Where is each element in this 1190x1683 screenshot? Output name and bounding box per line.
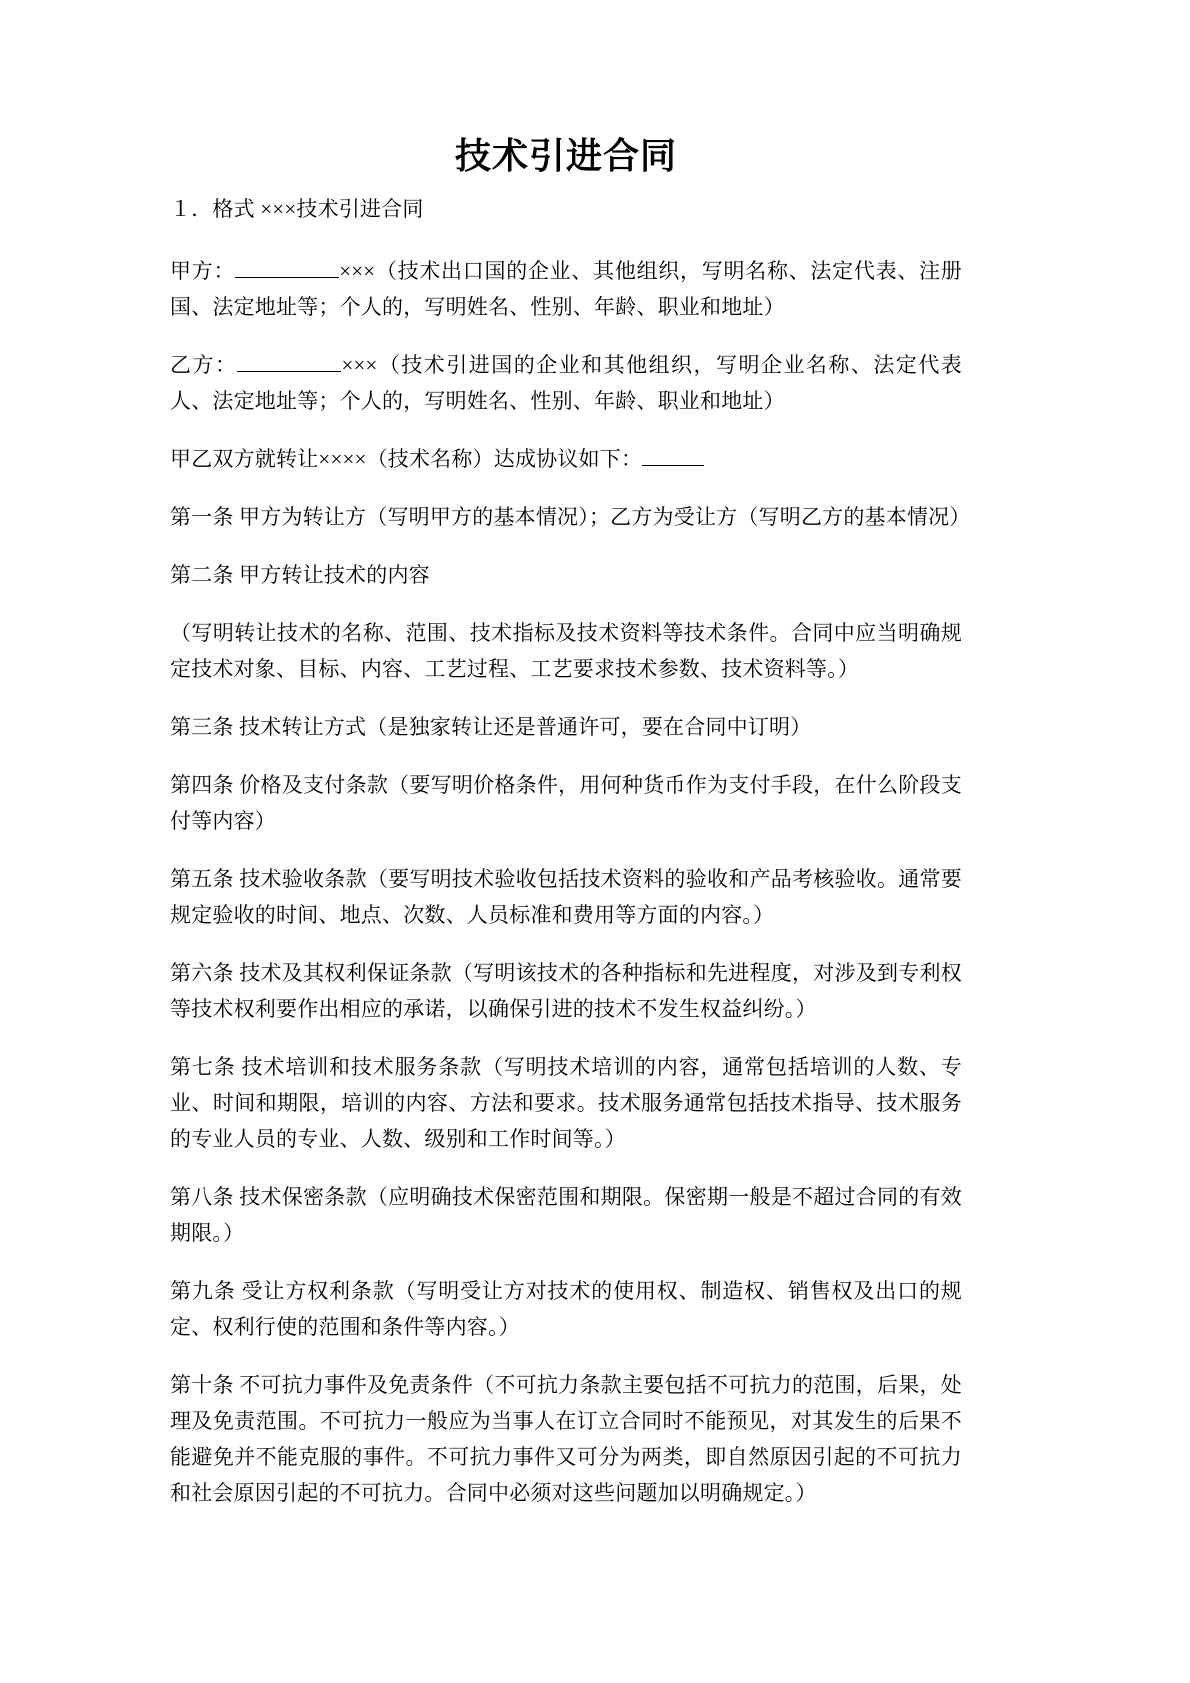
article-item: 第五条 技术验收条款（要写明技术验收包括技术资料的验收和产品考核验收。通常要规定验收的时间、地点、次数、人员标准和费用等方面的内容。）: [170, 866, 962, 927]
article-item: 第七条 技术培训和技术服务条款（写明技术培训的内容，通常包括培训的人数、专业、时间和期限，培训的内容、方法和要求。技术服务通常包括技术指导、技术服务的专业人员的专业、人数、级别和工作时间等。）: [170, 1054, 962, 1151]
article-item: 第四条 价格及支付条款（要写明价格条件，用何种货币作为支付手段，在什么阶段支付等内容）: [170, 772, 962, 833]
agreement-intro-paragraph: [170, 441, 962, 477]
article-item: 第二条 甲方转让技术的内容: [170, 562, 430, 587]
agreement-intro-blank[interactable]: [642, 465, 704, 466]
article-item: 第八条 技术保密条款（应明确技术保密范围和期限。保密期一般是不超过合同的有效期限。）: [170, 1184, 962, 1245]
article-item: 第一条 甲方为转让方（写明甲方的基本情况）；乙方为受让方（写明乙方的基本情况）: [170, 504, 971, 529]
page-title: 技术引进合同: [454, 135, 677, 176]
article-item: （写明转让技术的名称、范围、技术指标及技术资料等技术条件。合同中应当明确规定技术对象、目标、内容、工艺过程、工艺要求技术参数、技术资料等。）: [170, 620, 962, 681]
party-b-marks: ×××: [341, 352, 378, 377]
party-a-blank[interactable]: [235, 277, 339, 278]
party-b-paragraph: [170, 347, 962, 419]
party-b-blank[interactable]: [237, 371, 341, 372]
document-body: [170, 132, 971, 1533]
party-a-description: （技术出口国的企业、其他组织，写明名称、法定代表、注册国、法定地址等；个人的，写明姓名、性别、年龄、职业和地址）: [170, 258, 962, 319]
party-a-marks: ×××: [339, 258, 376, 283]
format-line: １．格式 ×××技术引进合同: [170, 196, 424, 221]
party-a-paragraph: [170, 253, 962, 325]
party-a-label: 甲方：: [170, 258, 236, 283]
article-item: 第三条 技术转让方式（是独家转让还是普通许可，要在合同中订明）: [170, 714, 812, 739]
party-b-description: （技术引进国的企业和其他组织，写明企业名称、法定代表人、法定地址等；个人的，写明姓名、性别、年龄、职业和地址）: [170, 352, 962, 413]
article-item: 第十条 不可抗力事件及免责条件（不可抗力条款主要包括不可抗力的范围，后果，处理及免责范围。不可抗力一般应为当事人在订立合同时不能预见，对其发生的后果不能避免并不能克服的事件。不可抗力事件又可分为两类，即自然原因引起的不可抗力和社会原因引起的不可抗力。合同中必须对这些问题加以明确规定。）: [170, 1372, 962, 1505]
article-item: 第九条 受让方权利条款（写明受让方对技术的使用权、制造权、销售权及出口的规定、权利行使的范围和条件等内容。）: [170, 1278, 962, 1339]
agreement-intro-text: 甲乙双方就转让××××（技术名称）达成协议如下：: [170, 446, 643, 471]
party-b-label: 乙方：: [170, 352, 238, 377]
article-item: 第六条 技术及其权利保证条款（写明该技术的各种指标和先进程度，对涉及到专利权等技术权利要作出相应的承诺，以确保引进的技术不发生权益纠纷。）: [170, 960, 962, 1021]
